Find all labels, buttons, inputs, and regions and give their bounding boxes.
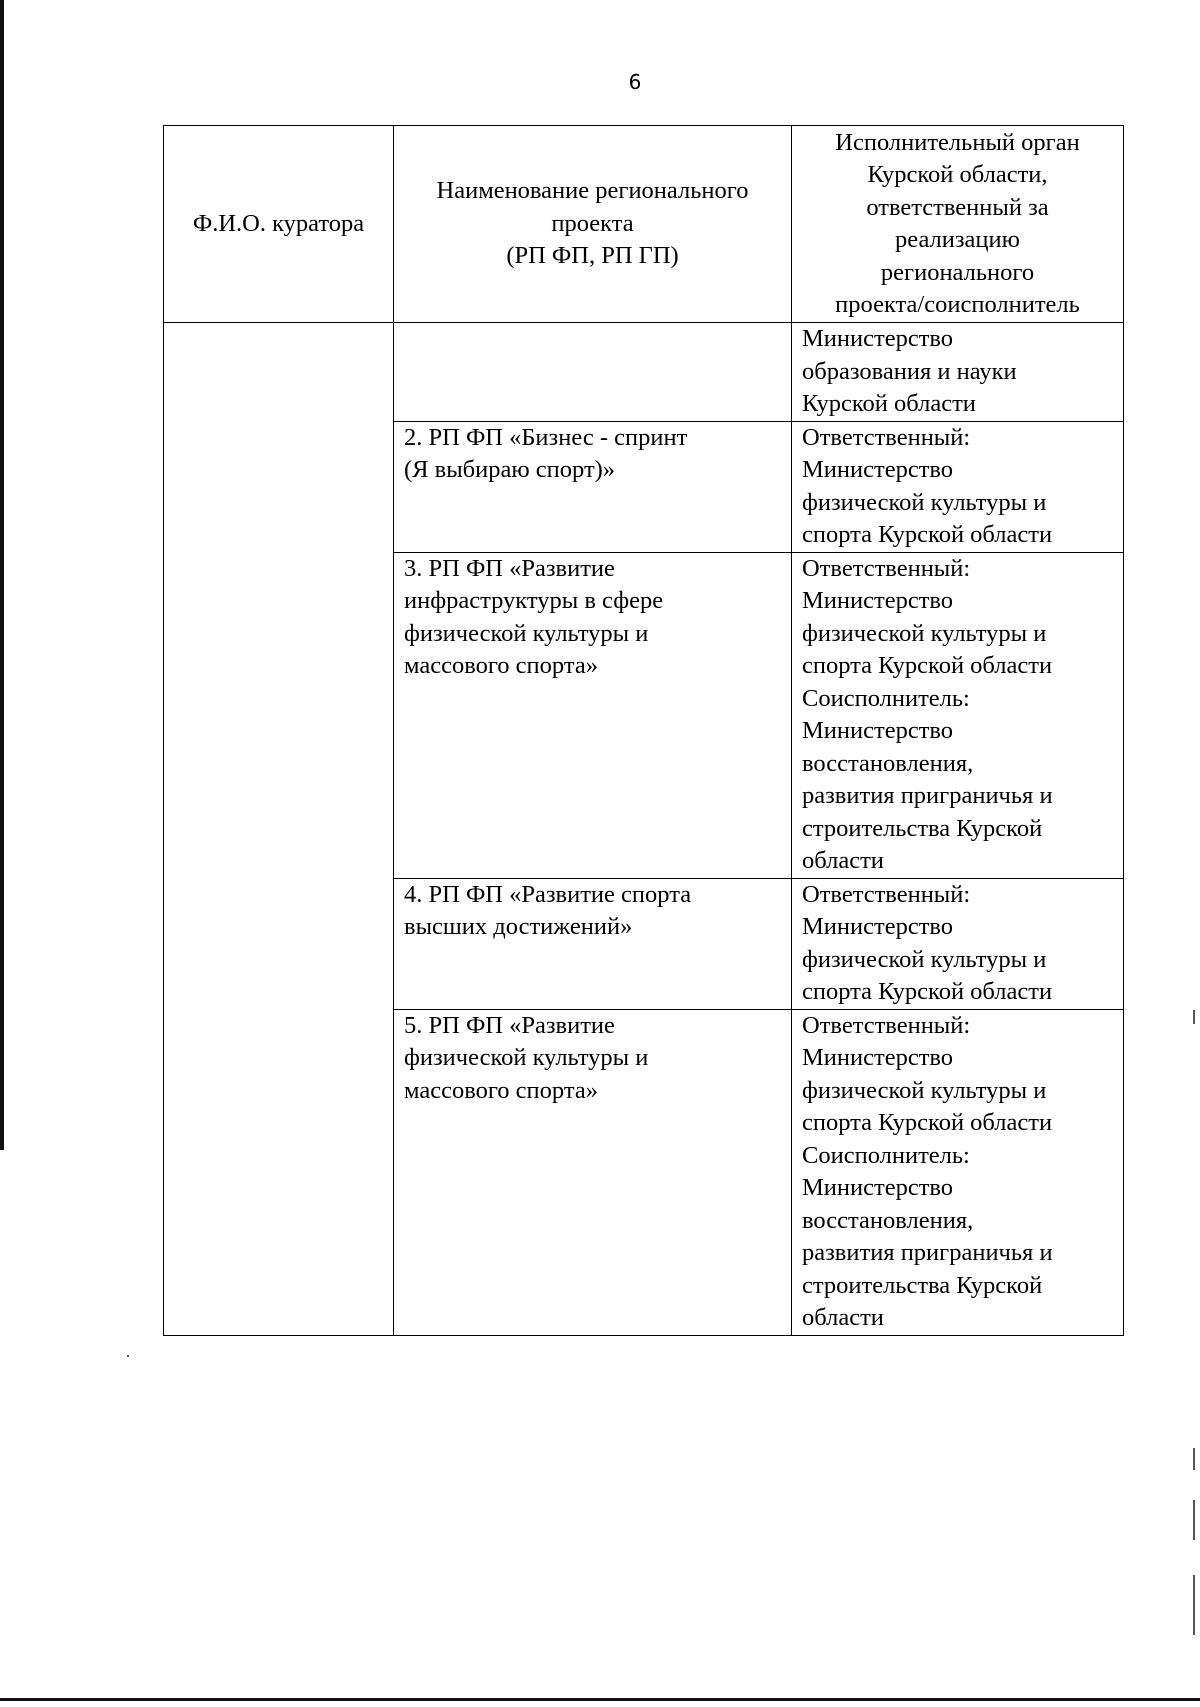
- scan-speck: [1193, 1575, 1195, 1635]
- project-cell: 3. РП ФП «Развитие инфраструктуры в сфере физической культуры и массового спорта»: [394, 552, 792, 878]
- scan-speck: [127, 1355, 129, 1357]
- header-executor: Исполнительный орган Курской области, ответственный за реализацию регионального проекта/соисполнитель: [792, 126, 1124, 323]
- project-cell: 4. РП ФП «Развитие спорта высших достижений»: [394, 878, 792, 1009]
- executor-cell: Ответственный: Министерство физической культуры и спорта Курской области: [792, 878, 1124, 1009]
- scan-speck: [1193, 1448, 1195, 1470]
- executor-cell: Ответственный: Министерство физической культуры и спорта Курской области: [792, 421, 1124, 552]
- executor-cell: Ответственный: Министерство физической культуры и спорта Курской области Соисполнитель: Министерство восстановления, развития приграничья и строительства Курской области: [792, 552, 1124, 878]
- header-project-name: Наименование регионального проекта (РП ФП, РП ГП): [394, 126, 792, 323]
- executor-cell: Ответственный: Министерство физической культуры и спорта Курской области Соисполнитель: Министерство восстановления, развития приграничья и строительства Курской области: [792, 1009, 1124, 1335]
- scan-speck: [1193, 1500, 1195, 1540]
- table-header-row: [164, 126, 1124, 323]
- table-row: [164, 323, 1124, 422]
- project-cell: 2. РП ФП «Бизнес - спринт (Я выбираю спорт)»: [394, 421, 792, 552]
- header-curator: Ф.И.О. куратора: [164, 126, 394, 323]
- project-cell: 5. РП ФП «Развитие физической культуры и массового спорта»: [394, 1009, 792, 1335]
- curator-cell: [164, 323, 394, 1336]
- scan-speck: [1193, 1010, 1195, 1024]
- projects-table: [163, 125, 1124, 1336]
- scan-bottom-edge: [0, 1698, 1200, 1701]
- project-cell: [394, 323, 792, 422]
- page-number: 6: [628, 70, 642, 94]
- scan-left-edge: [0, 0, 4, 1150]
- executor-cell: Министерство образования и науки Курской области: [792, 323, 1124, 422]
